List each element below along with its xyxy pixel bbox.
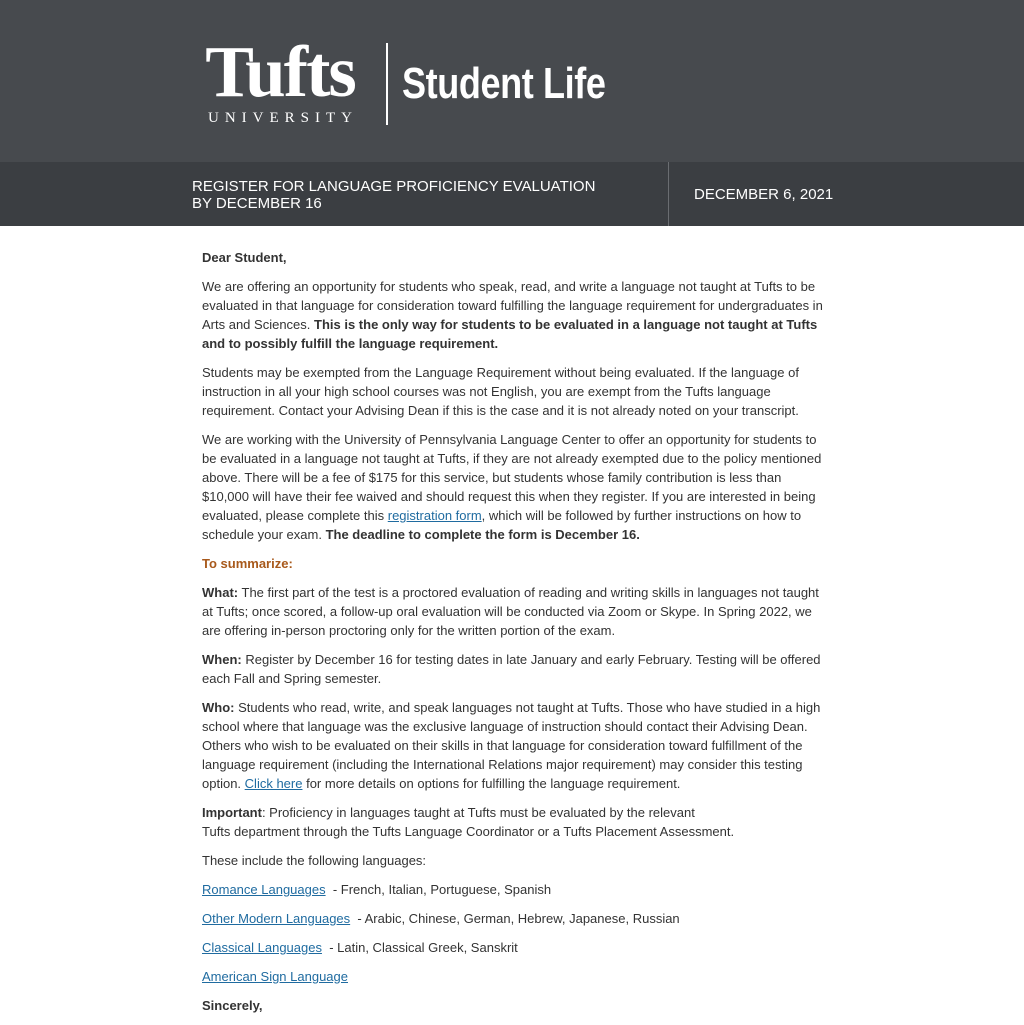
romance-languages-link[interactable]: Romance Languages bbox=[202, 882, 326, 897]
summary-heading: To summarize: bbox=[202, 556, 293, 571]
header bbox=[0, 0, 1024, 162]
registration-form-link[interactable]: registration form bbox=[387, 508, 482, 523]
click-here-link[interactable]: Click here bbox=[244, 776, 303, 791]
language-item-romance: Romance Languages - French, Italian, Portuguese, Spanish bbox=[202, 882, 552, 897]
classical-languages-link[interactable]: Classical Languages bbox=[202, 940, 322, 955]
tufts-student-life-logo[interactable] bbox=[186, 31, 650, 127]
subheader-bar bbox=[0, 162, 1024, 226]
language-item-asl bbox=[202, 967, 826, 986]
american-sign-language-link[interactable]: American Sign Language bbox=[202, 969, 348, 984]
university-logo-text: UNIVERSITY bbox=[208, 110, 358, 126]
subheader-divider bbox=[668, 162, 669, 226]
newsletter-date: DECEMBER 6, 2021 bbox=[694, 186, 834, 203]
title-line-2: BY DECEMBER 16 bbox=[192, 195, 322, 212]
newsletter-title bbox=[192, 178, 632, 212]
title-line-1: REGISTER FOR LANGUAGE PROFICIENCY EVALUATION bbox=[192, 178, 596, 195]
paragraph-when: When: Register by December 16 for testing dates in late January and early February. Testing will be offered each Fall and Spring semester. bbox=[202, 652, 821, 686]
tufts-logo-text: Tufts bbox=[205, 31, 355, 112]
paragraph-exemption: Students may be exempted from the Language Requirement without being evaluated. If the language of instruction in all your high school courses was not English, you are exempt from the Tufts language requirement. Contact your Advising Dean if this is the case and it is not already noted on your transcript. bbox=[202, 365, 799, 418]
paragraph-intro: We are offering an opportunity for students who speak, read, and write a language not taught at Tufts to be evaluated in that language for consideration toward fulfilling the language requirement for undergraduates in Arts and Sciences. This is the only way for students to be evaluated in a language not taught at Tufts and to possibly fulfill the language requirement. bbox=[202, 279, 823, 351]
paragraph-important: Important: Proficiency in languages taught at Tufts must be evaluated by the relevant Tufts department through the Tufts Language Coordinator or a Tufts Placement Assessment. bbox=[202, 805, 735, 839]
greeting: Dear Student, bbox=[202, 250, 287, 265]
student-life-logo-text: Student Life bbox=[402, 59, 606, 108]
language-item-other-modern: Other Modern Languages - Arabic, Chinese, German, Hebrew, Japanese, Russian bbox=[202, 911, 680, 926]
paragraph-what: What: The first part of the test is a proctored evaluation of reading and writing skills in languages not taught at Tufts; once scored, a follow-up oral evaluation will be conducted via Zoom or Skype. In Spring 2022, we are offering in-person proctoring only for the written portion of the exam. bbox=[202, 585, 819, 638]
paragraph-who: Who: Students who read, write, and speak languages not taught at Tufts. Those who have studied in a high school where that language was the exclusive language of instruction should contact their Advising Dean. Others who wish to be evaluated on their skills in that language for consideration toward fulfillment of the language requirement (including the International Relations major requirement) may consider this testing option. Click here for more details on options for fulfilling the language requirement. bbox=[202, 700, 821, 791]
email-body bbox=[202, 248, 826, 1025]
paragraph-languages-intro: These include the following languages: bbox=[202, 853, 427, 868]
tufts-wordmark bbox=[186, 31, 374, 127]
logo-divider bbox=[386, 43, 388, 125]
language-item-classical: Classical Languages - Latin, Classical Greek, Sanskrit bbox=[202, 940, 518, 955]
signoff: Sincerely, bbox=[202, 998, 263, 1013]
other-modern-languages-link[interactable]: Other Modern Languages bbox=[202, 911, 351, 926]
paragraph-upenn: We are working with the University of Pennsylvania Language Center to offer an opportunity for students to be evaluated in a language not taught at Tufts, if they are not already exempted due to the policy mentioned above. There will be a fee of $175 for this service, but students whose family contribution is less than $10,000 will have their fee waived and should request this when they register. If you are interested in being evaluated, please complete this registration form, which will be followed by further instructions on how to schedule your exam. The deadline to complete the form is December 16. bbox=[202, 432, 822, 542]
